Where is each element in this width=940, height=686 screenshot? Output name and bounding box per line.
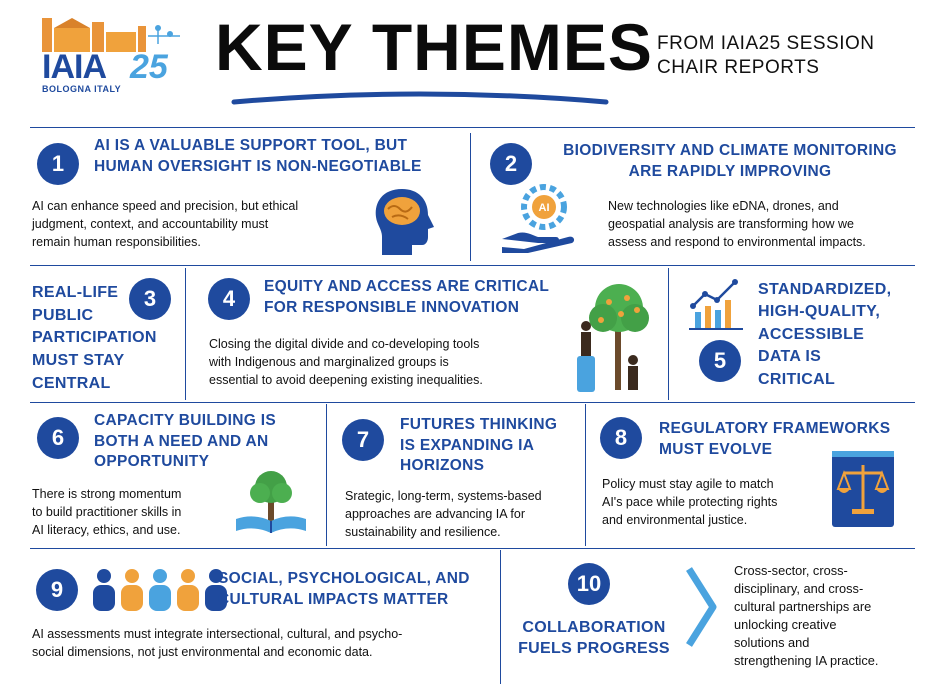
theme-description <box>32 197 298 251</box>
page-title: KEY THEMES <box>215 10 653 84</box>
theme-card-3 <box>30 270 180 398</box>
theme-heading <box>758 279 891 391</box>
theme-card-1 <box>30 133 466 261</box>
divider <box>470 133 471 261</box>
theme-description <box>734 562 878 669</box>
heading-line: MUST STAY <box>32 352 125 370</box>
subtitle-line-1: FROM IAIA25 SESSION <box>657 33 875 54</box>
heading-line: REAL-LIFE <box>32 284 119 301</box>
heading-line: PARTICIPATION <box>32 329 157 347</box>
body-line: unlocking creative <box>734 616 837 632</box>
book-tree-icon <box>234 467 308 533</box>
heading-line: HIGH-QUALITY, <box>758 303 881 321</box>
theme-number-badge: 2 <box>490 143 532 185</box>
body-line: judgment, context, and accountability must <box>32 217 269 232</box>
brain-head-icon <box>372 185 440 257</box>
divider <box>585 404 586 546</box>
heading-line: DATA IS <box>758 348 822 366</box>
body-line: with Indigenous and marginalized groups is <box>209 355 449 370</box>
heading-line: REGULATORY FRAMEWORKS <box>659 420 891 437</box>
body-line: and environmental justice. <box>602 513 748 528</box>
theme-heading <box>218 569 470 610</box>
theme-number-badge: 7 <box>342 419 384 461</box>
heading-line: CAPACITY BUILDING IS <box>94 412 276 429</box>
body-line: Cross-sector, cross- <box>734 563 848 578</box>
body-line: disciplinary, and cross- <box>734 580 864 596</box>
chevron-right-icon <box>683 565 719 649</box>
subtitle-line-2: CHAIR REPORTS <box>657 56 820 78</box>
heading-line: OPPORTUNITY <box>94 453 210 471</box>
ai-label: AI <box>538 202 550 214</box>
body-line: Closing the digital divide and co-developing tools <box>209 337 480 351</box>
body-line: AI's pace while protecting rights <box>602 495 778 510</box>
ai-gear-hand-icon <box>498 183 580 253</box>
theme-description <box>608 197 866 251</box>
divider <box>185 268 186 400</box>
theme-description <box>345 487 542 541</box>
title-underline <box>230 84 610 110</box>
heading-line: CULTURAL IMPACTS MATTER <box>218 590 449 608</box>
body-line: essential to avoid deepening existing inequalities. <box>209 373 483 388</box>
divider <box>30 127 915 128</box>
body-line: remain human responsibilities. <box>32 235 201 250</box>
theme-number-badge: 5 <box>699 340 741 382</box>
theme-number-badge: 1 <box>37 143 79 185</box>
heading-line: SOCIAL, PSYCHOLOGICAL, AND <box>218 570 470 587</box>
theme-description <box>32 485 181 539</box>
theme-number-badge: 4 <box>208 278 250 320</box>
heading-line: BOTH A NEED AND AN <box>94 432 269 450</box>
theme-heading <box>264 277 549 318</box>
theme-heading <box>94 136 422 177</box>
body-line: AI assessments must integrate intersectional, cultural, and psycho- <box>32 627 403 641</box>
theme-heading <box>509 617 679 660</box>
theme-card-7 <box>330 407 582 545</box>
logo-location: BOLOGNA ITALY <box>42 84 122 94</box>
theme-heading <box>400 415 557 477</box>
body-line: AI can enhance speed and precision, but ethical <box>32 199 299 213</box>
heading-line: MUST EVOLVE <box>659 440 773 458</box>
heading-line: CENTRAL <box>32 374 111 392</box>
fruit-tree-people-icon <box>575 280 655 396</box>
theme-card-2 <box>480 133 915 261</box>
theme-card-4 <box>195 270 665 398</box>
heading-line: FUTURES THINKING <box>400 416 558 433</box>
body-line: AI literacy, ethics, and use. <box>32 523 181 538</box>
heading-line: HORIZONS <box>400 457 485 475</box>
theme-number-badge: 9 <box>36 569 78 611</box>
body-line: social dimensions, not just environmental and economic data. <box>32 645 373 660</box>
divider <box>30 265 915 266</box>
body-line: approaches are advancing IA for <box>345 507 525 522</box>
divider <box>326 404 327 546</box>
theme-description <box>32 625 402 661</box>
body-line: Srategic, long-term, systems-based <box>345 489 542 503</box>
heading-line: FOR RESPONSIBLE INNOVATION <box>264 298 520 316</box>
body-line: Policy must stay agile to match <box>602 477 774 491</box>
heading-line: PUBLIC <box>32 306 94 324</box>
heading-line: IS EXPANDING IA <box>400 436 535 454</box>
divider <box>30 402 915 403</box>
body-line: New technologies like eDNA, drones, and <box>608 199 839 213</box>
heading-line: CRITICAL <box>758 370 836 388</box>
logo-year: 25 <box>130 48 168 86</box>
bar-chart-icon <box>689 278 743 330</box>
logo-wordmark: IAIA <box>42 48 106 86</box>
theme-card-6 <box>30 407 322 545</box>
body-line: There is strong momentum <box>32 487 182 501</box>
body-line: geospatial analysis are transforming how we <box>608 217 854 232</box>
theme-number-badge: 10 <box>568 563 610 605</box>
iaia25-logo <box>30 14 190 96</box>
theme-description <box>209 335 483 389</box>
divider <box>30 548 915 549</box>
heading-line: FUELS PROGRESS <box>518 640 670 658</box>
justice-scale-document-icon <box>826 447 900 531</box>
theme-card-8 <box>590 407 915 545</box>
theme-description <box>602 475 777 529</box>
people-group-icon <box>90 567 232 611</box>
body-line: sustainability and resilience. <box>345 525 501 540</box>
page-subtitle <box>657 32 875 80</box>
divider <box>500 550 501 684</box>
theme-number-badge: 3 <box>129 278 171 320</box>
theme-number-badge: 6 <box>37 417 79 459</box>
heading-line: STANDARDIZED, <box>758 281 892 298</box>
theme-card-5 <box>675 270 915 398</box>
heading-line: COLLABORATION <box>522 619 666 636</box>
heading-line: ARE RAPIDLY IMPROVING <box>628 162 832 180</box>
theme-heading <box>546 141 914 182</box>
body-line: cultural partnerships are <box>734 598 872 614</box>
theme-card-10 <box>505 553 915 683</box>
theme-number-badge: 8 <box>600 417 642 459</box>
theme-heading <box>94 411 276 473</box>
body-line: to build practitioner skills in <box>32 505 182 520</box>
heading-line: AI IS A VALUABLE SUPPORT TOOL, BUT <box>94 137 408 154</box>
body-line: assess and respond to environmental impacts. <box>608 235 866 250</box>
divider <box>668 268 669 400</box>
heading-line: BIODIVERSITY AND CLIMATE MONITORING <box>563 142 897 159</box>
body-line: solutions and <box>734 634 810 650</box>
heading-line: HUMAN OVERSIGHT IS NON-NEGOTIABLE <box>94 157 422 175</box>
body-line: strengthening IA practice. <box>734 652 879 668</box>
heading-line: EQUITY AND ACCESS ARE CRITICAL <box>264 278 550 295</box>
theme-card-9 <box>30 553 496 683</box>
heading-line: ACCESSIBLE <box>758 325 865 343</box>
